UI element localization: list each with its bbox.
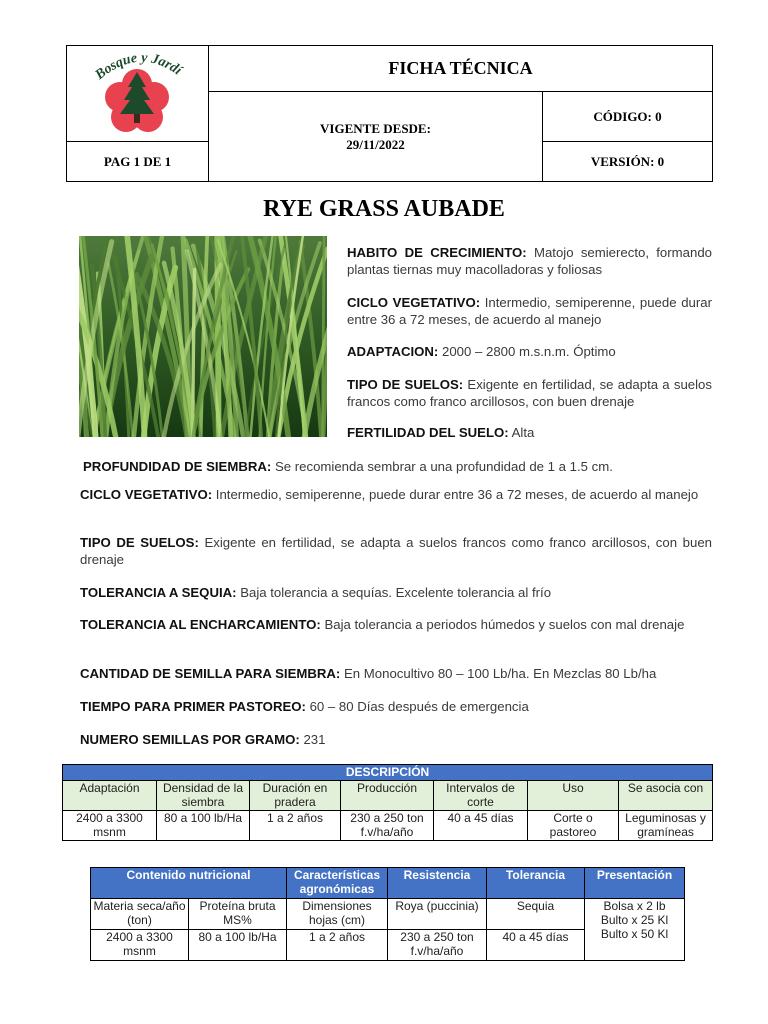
- para-label: CANTIDAD DE SEMILLA PARA SIEMBRA:: [80, 666, 341, 681]
- para-text: Exigente en fertilidad, se adapta a suelos francos como franco arcillosos, con buen drenaje: [80, 535, 712, 567]
- para-suelos: [80, 535, 712, 568]
- table-cell: 2400 a 3300 msnm: [91, 930, 189, 961]
- nutrition-table: [90, 867, 685, 961]
- table-cell: 80 a 100 lb/Ha: [189, 930, 287, 961]
- side-para-fertilidad: [347, 425, 712, 442]
- table-cell: Materia seca/año (ton): [91, 899, 189, 930]
- version-cell: VERSIÓN: 0: [543, 142, 713, 182]
- para-label: PROFUNDIDAD DE SIEMBRA:: [83, 459, 272, 474]
- codigo-cell: CÓDIGO: 0: [543, 92, 713, 142]
- para-text: 60 – 80 Días después de emergencia: [305, 699, 529, 714]
- table-cell: 1 a 2 años: [287, 930, 388, 961]
- presentacion-item: Bulto x 25 Kl: [600, 913, 669, 927]
- side-para-label: TIPO DE SUELOS:: [347, 377, 464, 392]
- table-cell: 230 a 250 ton f.v/ha/año: [341, 811, 434, 841]
- vigente-date: 29/11/2022: [346, 136, 405, 152]
- presentacion-item: Bolsa x 2 lb: [603, 899, 666, 913]
- side-para-label: FERTILIDAD DEL SUELO:: [347, 425, 509, 440]
- col-header: Se asocia con: [619, 781, 713, 811]
- table-cell: 230 a 250 ton f.v/ha/año: [388, 930, 487, 961]
- para-text: Se recomienda sembrar a una profundidad de 1 a 1.5 cm.: [271, 459, 613, 474]
- para-label: TIPO DE SUELOS:: [80, 535, 199, 550]
- grass-image: [79, 236, 327, 437]
- para-tiempo-pastoreo: [80, 699, 712, 716]
- side-para-text: Intermedio, semiperenne, puede durar entre 36 a 72 meses, de acuerdo al manejo: [347, 295, 712, 327]
- bosque-y-jardin-logo: [67, 46, 208, 136]
- side-para-ciclo: [347, 295, 712, 328]
- presentacion-item: Bulto x 50 Kl: [600, 927, 669, 941]
- para-encharcamiento: [80, 617, 712, 634]
- para-text: 231: [299, 732, 326, 747]
- table-cell: 40 a 45 días: [487, 930, 585, 961]
- side-para-text: Exigente en fertilidad, se adapta a suelos francos como franco arcillosos, con buen drenaje: [347, 377, 712, 409]
- doc-type-title: FICHA TÉCNICA: [209, 46, 713, 92]
- para-semillas-gramo: [80, 732, 712, 749]
- header-contenido-nutricional: Contenido nutricional: [91, 868, 287, 899]
- table-cell: Sequia: [487, 899, 585, 930]
- table-cell: 40 a 45 días: [434, 811, 528, 841]
- table-cell: 80 a 100 lb/Ha: [157, 811, 250, 841]
- para-text: Baja tolerancia a sequías. Excelente tolerancia al frío: [236, 585, 552, 600]
- table-cell: 1 a 2 años: [250, 811, 341, 841]
- para-label: TIEMPO PARA PRIMER PASTOREO:: [80, 699, 306, 714]
- col-header: Uso: [528, 781, 619, 811]
- para-label: CICLO VEGETATIVO:: [80, 487, 213, 502]
- vigente-label: VIGENTE DESDE:: [320, 120, 431, 136]
- para-label: TOLERANCIA AL ENCHARCAMIENTO:: [80, 617, 321, 632]
- vigente-cell: [209, 92, 543, 182]
- header-caracteristicas: Características agronómicas: [287, 868, 388, 899]
- side-para-label: HABITO DE CRECIMIENTO:: [347, 245, 527, 260]
- side-para-label: CICLO VEGETATIVO:: [347, 295, 481, 310]
- product-title: RYE GRASS AUBADE: [263, 196, 505, 222]
- logo-cell: [67, 46, 209, 142]
- para-label: NUMERO SEMILLAS POR GRAMO:: [80, 732, 300, 747]
- para-label: TOLERANCIA A SEQUIA:: [80, 585, 237, 600]
- page-number-cell: PAG 1 DE 1: [67, 142, 209, 182]
- header-table: [66, 45, 713, 182]
- side-para-text: Matojo semierecto, formando plantas tiernas muy macolladoras y foliosas: [347, 245, 712, 277]
- side-para-text: 2000 – 2800 m.s.n.m. Óptimo: [438, 344, 616, 359]
- col-header: Adaptación: [63, 781, 157, 811]
- table-cell: Corte o pastoreo: [528, 811, 619, 841]
- header-resistencia: Resistencia: [388, 868, 487, 899]
- para-profundidad: [83, 459, 712, 476]
- col-header: Intervalos de corte: [434, 781, 528, 811]
- descripcion-table: [62, 764, 713, 841]
- side-para-adaptacion: [347, 344, 712, 361]
- rye-grass-photo: [79, 236, 327, 437]
- table-cell: Dimensiones hojas (cm): [287, 899, 388, 930]
- logo-text: Bosque y Jardí: [92, 50, 185, 83]
- table-cell: 2400 a 3300 msnm: [63, 811, 157, 841]
- table-cell: Leguminosas y gramíneas: [619, 811, 713, 841]
- col-header: Duración en pradera: [250, 781, 341, 811]
- para-sequia: [80, 585, 712, 602]
- presentacion-cell: [585, 899, 685, 961]
- header-presentacion: Presentación: [585, 868, 685, 899]
- para-cantidad-semilla: [80, 666, 712, 683]
- table-cell: Proteína bruta MS%: [189, 899, 287, 930]
- descripcion-title: DESCRIPCIÓN: [63, 765, 713, 781]
- para-text: Baja tolerancia a periodos húmedos y suelos con mal drenaje: [320, 617, 685, 632]
- side-para-text: Alta: [508, 425, 535, 440]
- para-text: Intermedio, semiperenne, puede durar entre 36 a 72 meses, de acuerdo al manejo: [212, 487, 699, 502]
- table-cell: Roya (puccinia): [388, 899, 487, 930]
- col-header: Producción: [341, 781, 434, 811]
- header-tolerancia: Tolerancia: [487, 868, 585, 899]
- side-para-habito: [347, 245, 712, 278]
- para-text: En Monocultivo 80 – 100 Lb/ha. En Mezclas 80 Lb/ha: [340, 666, 657, 681]
- col-header: Densidad de la siembra: [157, 781, 250, 811]
- side-para-suelos: [347, 377, 712, 410]
- para-ciclo: [80, 487, 712, 504]
- side-para-label: ADAPTACION:: [347, 344, 439, 359]
